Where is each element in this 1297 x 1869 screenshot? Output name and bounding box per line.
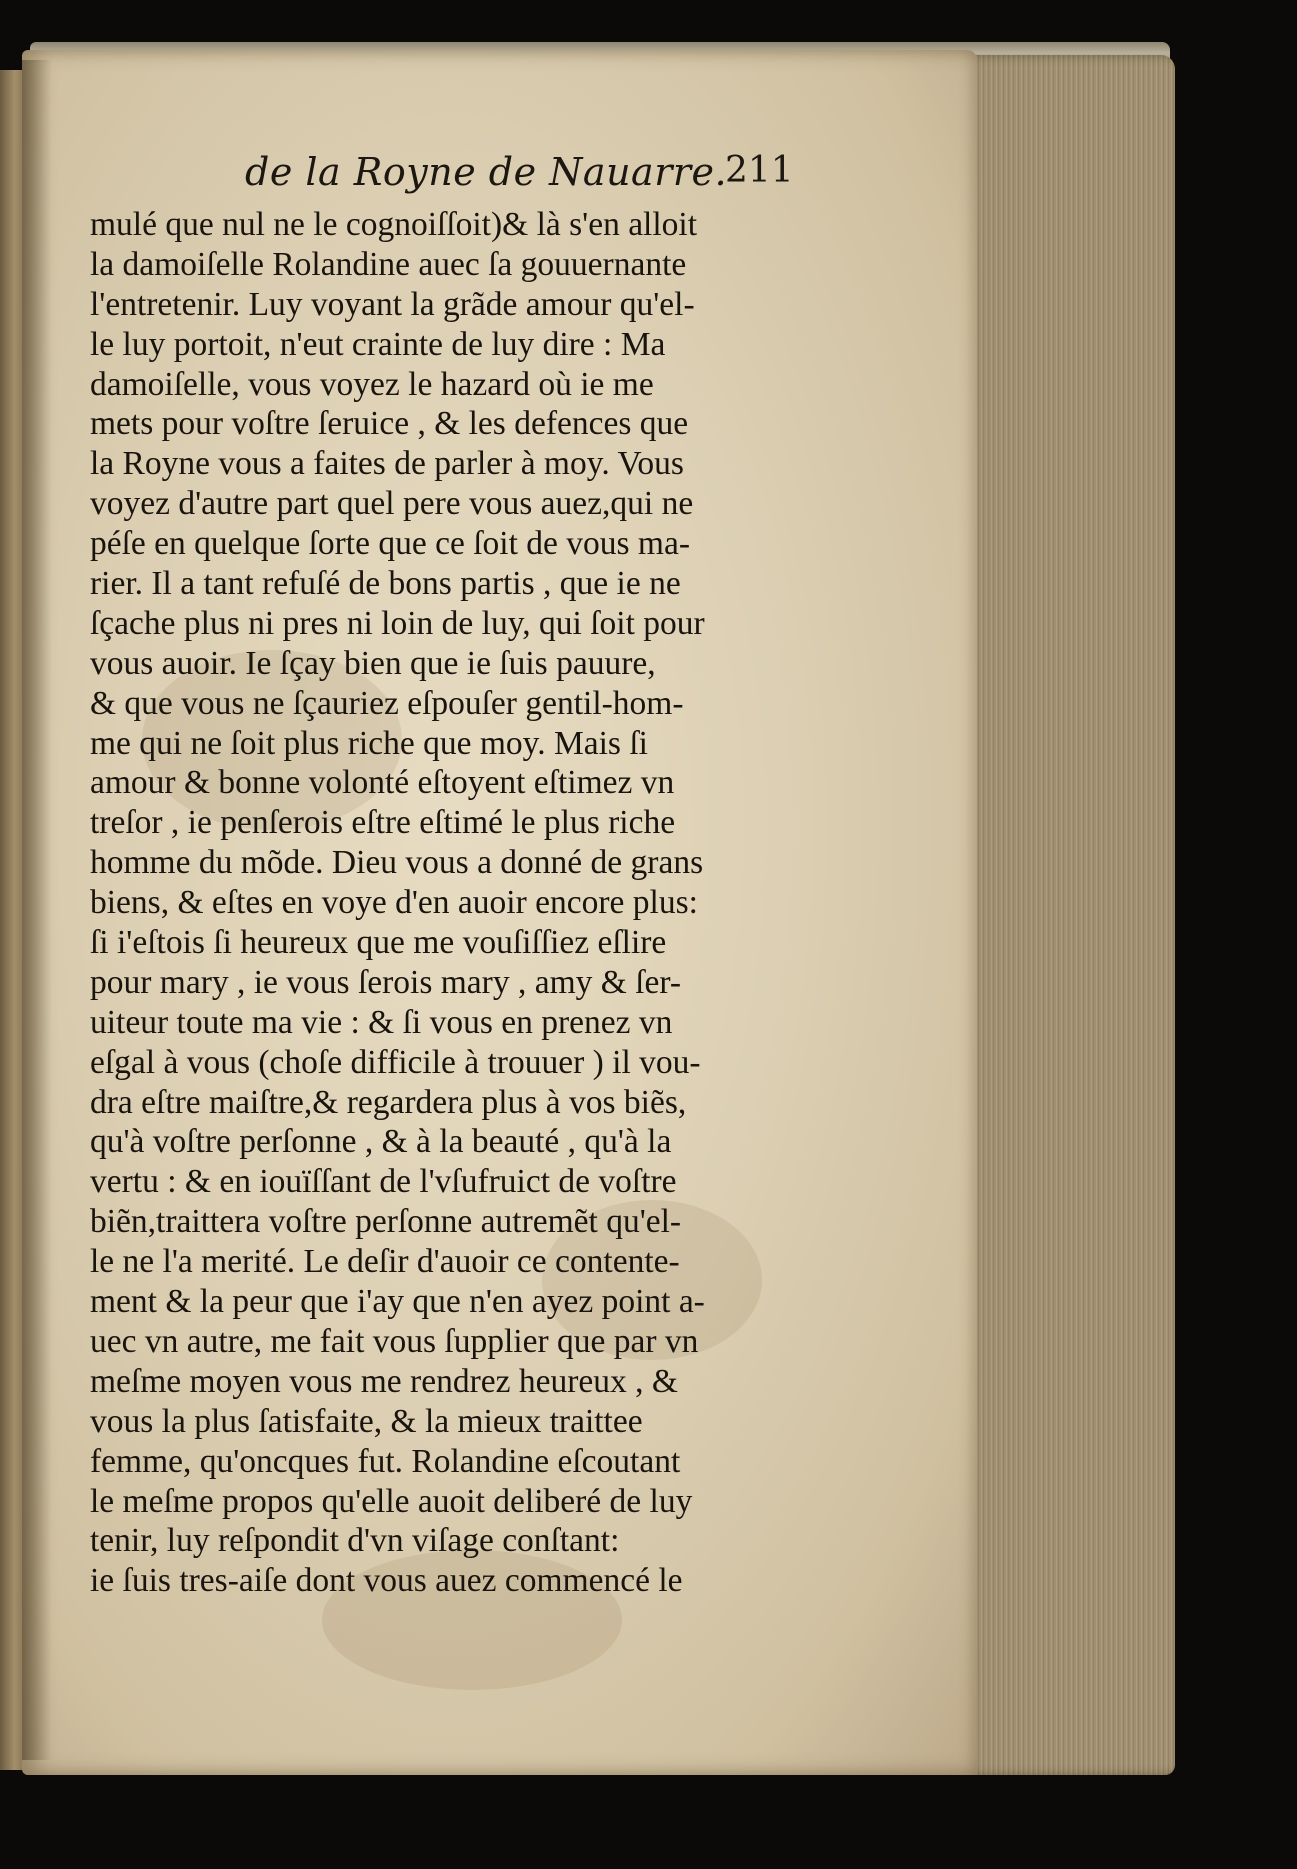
text-line: la Royne vous a faites de parler à moy. Vous	[90, 445, 684, 483]
text-line: amour & bonne volonté eſtoyent eſtimez vn	[90, 764, 675, 802]
page-number: 211	[725, 150, 794, 191]
text-line: ſçache plus ni pres ni loin de luy, qui ſoit pour	[90, 604, 705, 642]
text-line: mulé que nul ne le cognoiſſoit)& là s'en alloit	[90, 206, 698, 243]
text-line: me qui ne ſoit plus riche que moy. Mais ſi	[90, 724, 648, 762]
text-line: damoiſelle, vous voyez le hazard où ie me	[90, 365, 654, 403]
running-head: de la Royne de Nauarre.	[245, 150, 728, 194]
text-line: femme, qu'oncques fut. Rolandine eſcoutant	[90, 1442, 681, 1480]
text-line: ie ſuis tres-aiſe dont vous auez commencé le	[90, 1562, 683, 1600]
text-line: homme du mõde. Dieu vous a donné de grans	[90, 844, 704, 882]
text-line: rier. Il a tant refuſé de bons partis , que ie ne	[90, 565, 681, 603]
text-line: biens, & eſtes en voye d'en auoir encore plus:	[90, 884, 698, 922]
text-line: dra eſtre maiſtre,& regardera plus à vos biẽs,	[90, 1083, 687, 1121]
text-line: péſe en quelque ſorte que ce ſoit de vous ma-	[90, 525, 690, 563]
body-text	[90, 205, 810, 1601]
text-line: ſi i'eſtois ſi heureux que me vouſiſſiez eſlire	[90, 924, 667, 962]
text-line: le ne l'a merité. Le deſir d'auoir ce contente-	[90, 1243, 680, 1281]
text-line: voyez d'autre part quel pere vous auez,qui ne	[90, 485, 694, 523]
gutter-shadow	[22, 60, 52, 1760]
text-line: treſor , ie penſerois eſtre eſtimé le plus riche	[90, 804, 676, 842]
text-line: le luy portoit, n'eut crainte de luy dire : Ma	[90, 325, 666, 363]
text-line: biẽn,traittera voſtre perſonne autremẽt qu'el-	[90, 1203, 682, 1241]
text-line: l'entretenir. Luy voyant la grãde amour qu'el-	[90, 285, 695, 323]
text-line: vous la plus ſatisfaite, & la mieux traittee	[90, 1402, 643, 1440]
text-line: mets pour voſtre ſeruice , & les defences que	[90, 405, 689, 443]
text-line: eſgal à vous (choſe difficile à trouuer ) il vou-	[90, 1043, 701, 1081]
text-line: tenir, luy reſpondit d'vn viſage conſtant:	[90, 1522, 620, 1560]
text-line: pour mary , ie vous ſerois mary , amy & ſer-	[90, 963, 682, 1001]
text-line: la damoiſelle Rolandine auec ſa gouuernante	[90, 245, 687, 283]
text-line: uiteur toute ma vie : & ſi vous en prenez vn	[90, 1003, 673, 1041]
text-line: vertu : & en iouïſſant de l'vſufruict de voſtre	[90, 1163, 677, 1201]
text-line: le meſme propos qu'elle auoit deliberé de luy	[90, 1482, 693, 1520]
text-line: meſme moyen vous me rendrez heureux , &	[90, 1362, 678, 1400]
text-line: qu'à voſtre perſonne , & à la beauté , qu'à la	[90, 1123, 672, 1161]
text-line: uec vn autre, me fait vous ſupplier que par vn	[90, 1322, 699, 1360]
text-line: ment & la peur que i'ay que n'en ayez point a-	[90, 1283, 705, 1321]
text-line: vous auoir. Ie ſçay bien que ie ſuis pauure,	[90, 644, 656, 682]
text-line: & que vous ne ſçauriez eſpouſer gentil-hom-	[90, 684, 684, 722]
